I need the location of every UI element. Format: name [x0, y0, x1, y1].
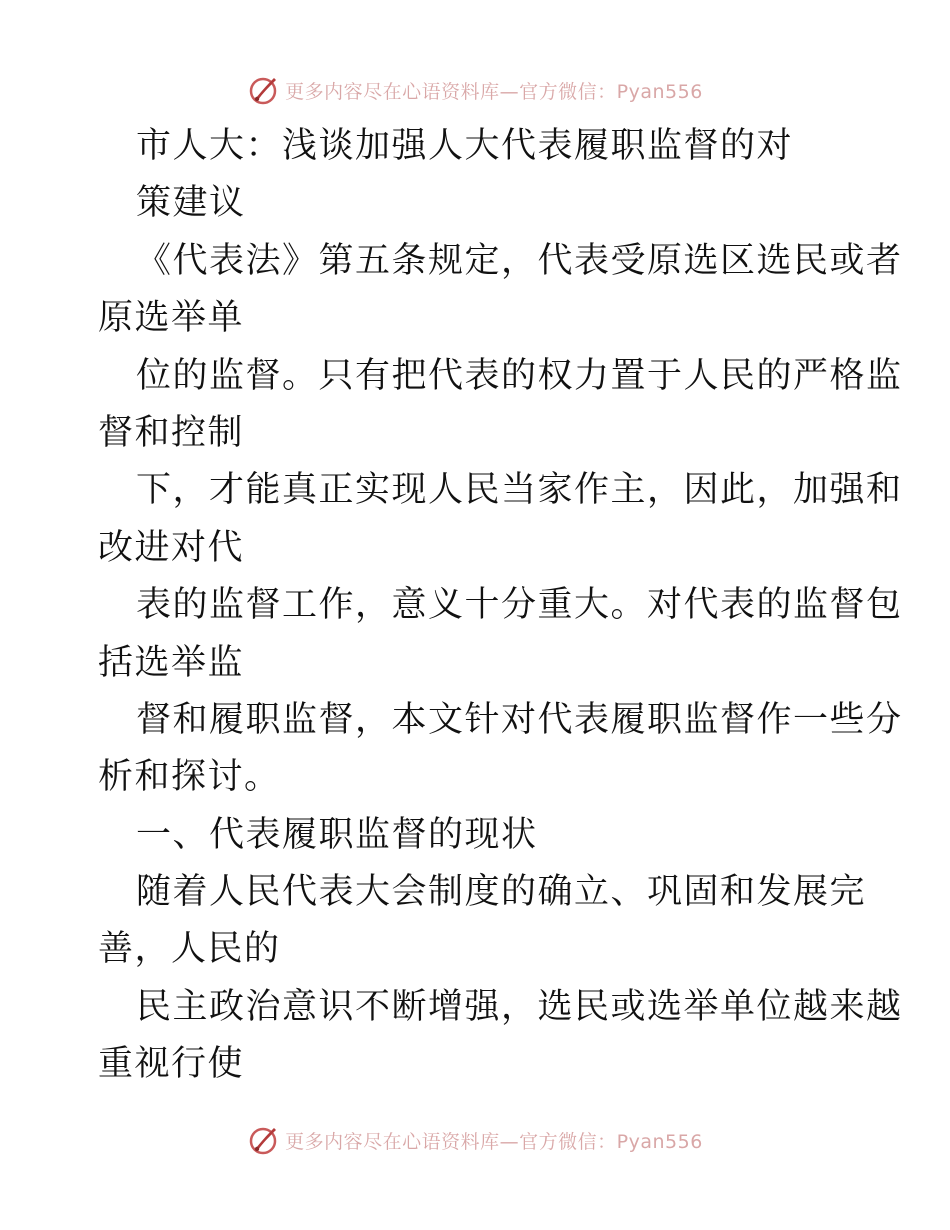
document-line: 民主政治意识不断增强，选民或选举单位越来越: [136, 986, 903, 1027]
document-line: 市人大：浅谈加强人大代表履职监督的对: [136, 126, 794, 166]
document-line: 善，人民的: [98, 929, 281, 970]
brush-logo-icon: [247, 74, 279, 106]
document-line: 下，才能真正实现人民当家作主，因此，加强和: [136, 470, 903, 511]
header-banner-text: 更多内容尽在心语资料库—官方微信：Pyan556: [285, 80, 703, 103]
brush-logo-icon: [247, 1124, 279, 1156]
document-line: 督和控制: [98, 412, 245, 453]
document-line: 表的监督工作，意义十分重大。对代表的监督包: [136, 585, 903, 626]
footer-banner: [0, 1120, 950, 1160]
document-line: 析和探讨。: [98, 757, 281, 798]
document-line: 《代表法》第五条规定，代表受原选区选民或者: [136, 240, 903, 281]
document-line: 改进对代: [98, 527, 245, 568]
document-line: 括选举监: [98, 642, 245, 683]
document-line: 随着人民代表大会制度的确立、巩固和发展完: [136, 872, 867, 913]
header-banner: [0, 70, 950, 110]
document-line: 督和履职监督，本文针对代表履职监督作一些分: [136, 699, 903, 740]
document-line: 策建议: [136, 183, 246, 224]
document-line: 原选举单: [98, 298, 245, 339]
footer-banner-text: 更多内容尽在心语资料库—官方微信：Pyan556: [285, 1130, 703, 1153]
document-line: 一、代表履职监督的现状: [136, 814, 538, 855]
document-line: 位的监督。只有把代表的权力置于人民的严格监: [136, 355, 903, 396]
document-body: [98, 118, 903, 1094]
document-line: 重视行使: [98, 1044, 245, 1085]
